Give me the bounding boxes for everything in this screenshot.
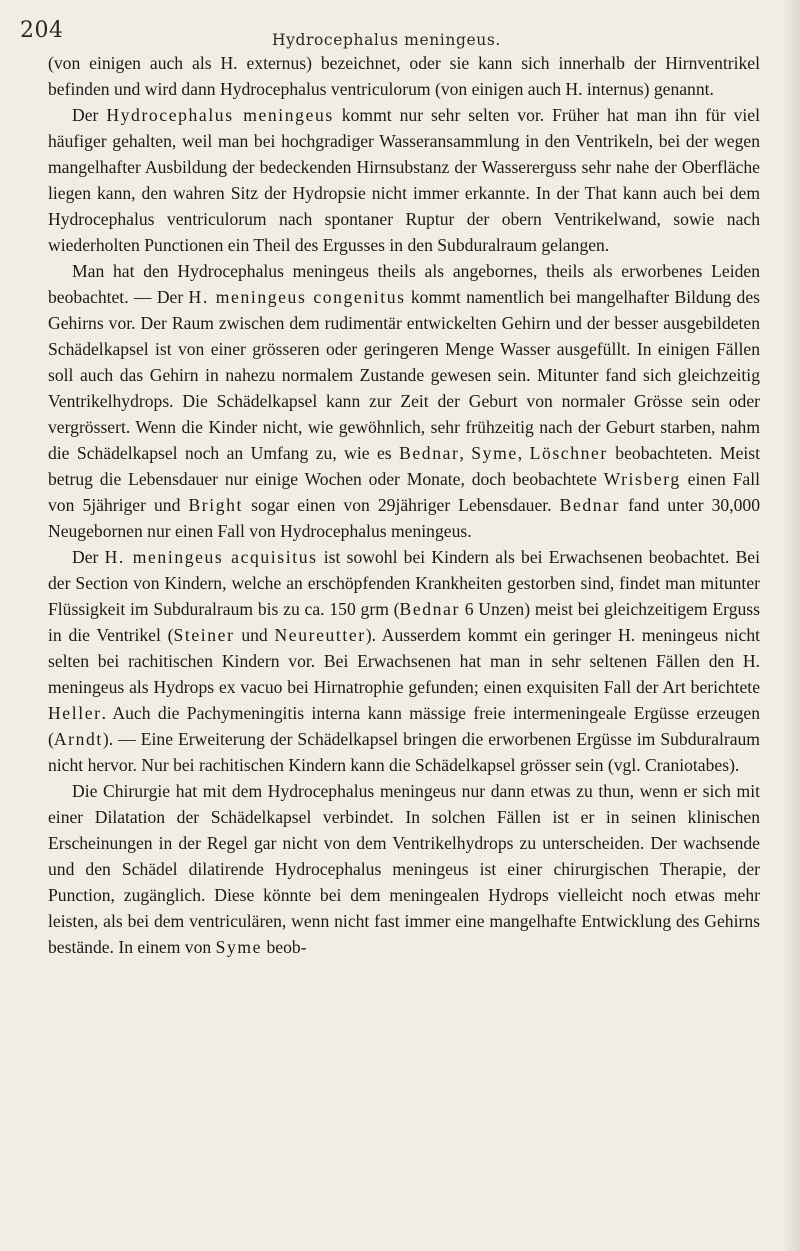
spaced-term: Steiner <box>173 625 235 645</box>
text-run: 6 Unzen) meist bei gleichzeitigem Erguss in die Ventrikel ( <box>48 599 760 645</box>
page-number: 204 <box>20 18 64 43</box>
spaced-term: Heller <box>48 703 102 723</box>
text-run: und <box>234 625 275 645</box>
spaced-term: Syme <box>471 443 518 463</box>
text-run: ist sowohl bei Kindern als bei Erwachsenen beobachtet. Bei der Section von Kindern, welche an erschöpfenden Krankheiten gestorben sind, findet man mitunter Flüssigkeit im Subduralraum bis zu ca. 150 grm ( <box>48 547 761 619</box>
spaced-term: Arndt <box>53 729 103 749</box>
text-run: Man hat den Hydrocephalus meningeus theils als angebornes, theils als erworbenes Leiden beobachtet. — Der <box>48 261 760 307</box>
text-run: beobachteten. Meist betrug die Lebensdauer nur einige Wochen oder Monate, doch beobachtete <box>48 443 761 489</box>
paragraph <box>48 102 760 258</box>
spaced-term: Löschner <box>529 443 608 463</box>
text-run: beob- <box>262 937 307 957</box>
spaced-term: Bednar <box>399 443 460 463</box>
text-run: , <box>517 443 530 463</box>
page-edge-shadow <box>782 0 800 1251</box>
spaced-term: H. meningeus acquisitus <box>104 547 318 567</box>
text-run: ). — Eine Erweiterung der Schädelkapsel bringen die erworbenen Ergüsse im Subduralraum nicht hervor. Nur bei rachitischen Kindern kann die Schädelkapsel grösser sein (vgl. Craniotabes). <box>48 729 760 775</box>
text-run: Der <box>72 547 105 567</box>
paragraph <box>48 258 760 544</box>
text-run: sogar einen von 29jähriger Lebensdauer. <box>243 495 560 515</box>
text-run: ). Ausserdem kommt ein geringer H. meningeus nicht selten bei rachitischen Kindern vor. Bei Erwachsenen hat man in sehr seltenen Fällen den H. meningeus als Hydrops ex vacuo bei Hirnatrophie gefunden; einen exquisiten Fall der Art berichtete <box>48 625 761 697</box>
paragraph <box>48 778 760 960</box>
running-head: Hydrocephalus meningeus. <box>272 31 501 49</box>
spaced-term: Bednar <box>559 495 621 515</box>
paragraph <box>48 50 760 102</box>
spaced-term: Bright <box>188 495 244 515</box>
paragraph <box>48 544 760 778</box>
spaced-term: Bednar <box>399 599 460 619</box>
text-run: Der <box>72 105 107 125</box>
text-run: kommt namentlich bei mangelhafter Bildung des Gehirns vor. Der Raum zwischen dem rudimentär entwickelten Gehirn und der besser ausgebildeten Schädelkapsel ist von einer grösseren oder geringeren Menge Wasser ausgefüllt. In einigen Fällen soll auch das Gehirn in nahezu normalem Zustande gewesen sein. Mitunter fand sich gleichzeitig Ventrikelhydrops. Die Schädelkapsel kann zur Zeit der Geburt von normaler Grösse sein oder vergrössert. Wenn die Kinder nicht, wie gewöhnlich, sehr frühzeitig nach der Geburt starben, nahm die Schädelkapsel noch an Umfang zu, wie es <box>48 287 760 463</box>
text-run: einen Fall von 5jähriger und <box>48 469 760 515</box>
spaced-term: Wrisberg <box>603 469 681 489</box>
spaced-term: Hydrocephalus meningeus <box>106 105 334 125</box>
text-run: Die Chirurgie hat mit dem Hydrocephalus meningeus nur dann etwas zu thun, wenn er sich mit einer Dilatation der Schädelkapsel verbindet. In solchen Fällen ist er in seinen klinischen Erscheinungen in der Regel gar nicht von dem Ventrikelhydrops zu unterscheiden. Der wachsende und den Schädel dilatirende Hydrocephalus meningeus ist einer chirurgischen Therapie, der Punction, zugänglich. Diese könnte bei dem meningealen Hydrops vielleicht noch etwas mehr leisten, als bei dem ventriculären, wenn nicht fast immer eine mangelhafte Entwicklung des Gehirns bestände. In einem von <box>48 781 760 957</box>
spaced-term: Syme <box>215 937 263 957</box>
text-run: fand unter 30,000 Neugebornen nur einen Fall von Hydrocephalus meningeus. <box>48 495 760 541</box>
text-run: kommt nur sehr selten vor. Früher hat man ihn für viel häufiger gehalten, weil man bei hochgradiger Wasseransammlung in den Ventrikeln, bei der wegen mangelhafter Ausbildung der bedeckenden Hirnsubstanz der Wassererguss sehr nahe der Oberfläche liegen kann, den wahren Sitz der Hydropsie nicht immer erkannte. In der That kann auch bei dem Hydrocephalus ventriculorum nach spontaner Ruptur der obern Ventrikelwand, sowie nach wiederholten Punctionen ein Theil des Ergusses in den Subduralraum gelangen. <box>48 105 760 255</box>
text-run: (von einigen auch als H. externus) bezeichnet, oder sie kann sich innerhalb der Hirnventrikel befinden und wird dann Hydrocephalus ventriculorum (von einigen auch H. internus) genannt. <box>48 53 760 99</box>
text-run: . Auch die Pachymeningitis interna kann mässige freie intermeningeale Ergüsse erzeugen ( <box>48 703 760 749</box>
body-text <box>48 50 760 960</box>
spaced-term: Neureutter <box>274 625 366 645</box>
text-run: , <box>459 443 472 463</box>
spaced-term: H. meningeus congenitus <box>188 287 406 307</box>
